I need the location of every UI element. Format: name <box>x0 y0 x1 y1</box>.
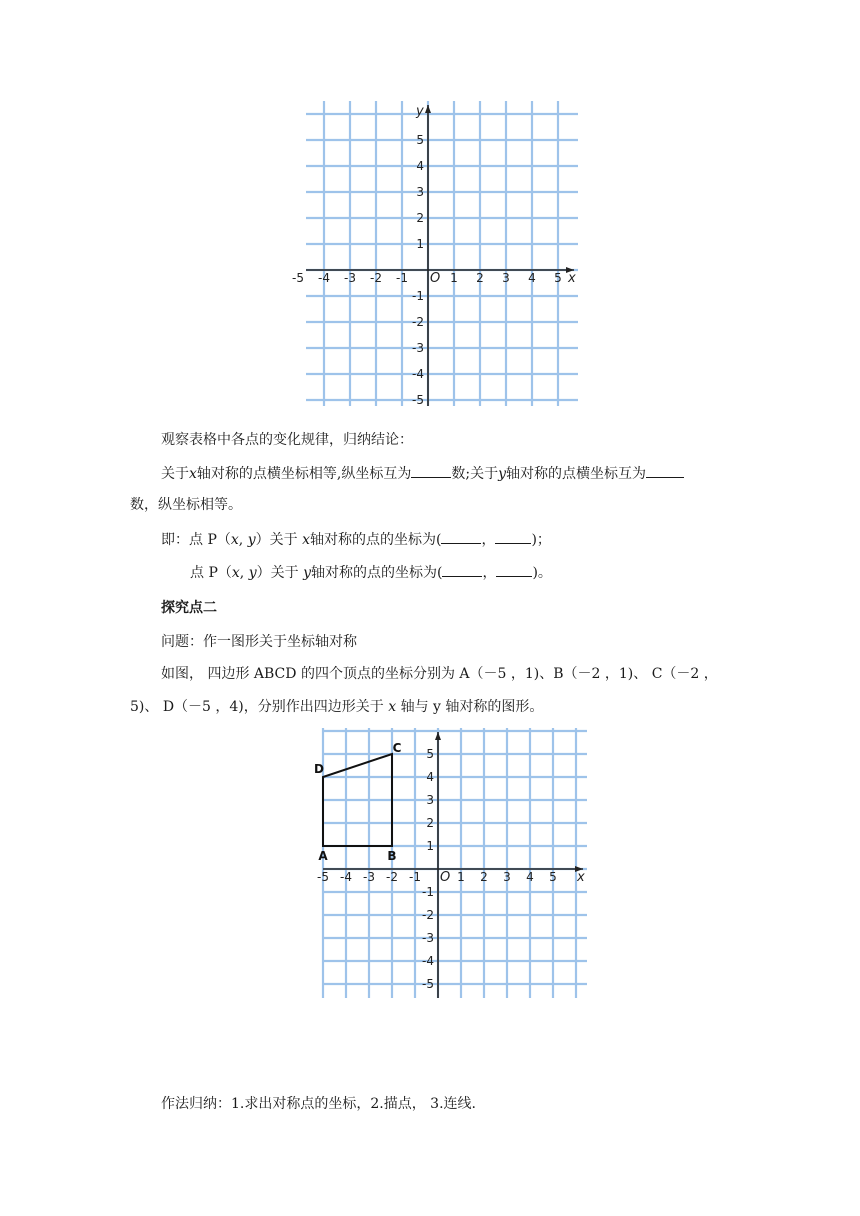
x-tick-label: 5 <box>554 271 562 285</box>
y-tick-label: 2 <box>416 211 424 225</box>
y-tick-label: 3 <box>426 793 434 807</box>
x-tick-label: -4 <box>340 870 352 884</box>
grid-2-svg <box>314 728 587 998</box>
x-tick-label: 1 <box>450 271 458 285</box>
namely-x-line: 即：点 P（x, y）关于 x轴对称的点的坐标为( ， )； <box>161 529 551 550</box>
y-tick-label: -4 <box>412 367 424 381</box>
y-tick-label: -1 <box>422 885 434 899</box>
y-tick-label: -5 <box>422 977 434 991</box>
y-tick-label: 3 <box>416 185 424 199</box>
answer-blank[interactable] <box>411 463 451 478</box>
grid-1-svg <box>292 101 578 407</box>
answer-blank[interactable] <box>646 463 684 478</box>
answer-blank[interactable] <box>441 529 481 544</box>
question-text: 问题：作一图形关于坐标轴对称 <box>161 634 357 650</box>
section-2-heading: 探究点二 <box>161 600 217 616</box>
y-tick-label: 4 <box>416 159 424 173</box>
x-tick-label: 4 <box>526 870 534 884</box>
x-tick-label: 3 <box>502 271 510 285</box>
description-line-2: 5)、 D（－5 ，4)，分别作出四边形关于 x 轴与 y 轴对称的图形。 <box>130 699 544 715</box>
x-axis-label: x <box>577 870 585 885</box>
answer-blank[interactable] <box>495 529 531 544</box>
y-tick-label: -3 <box>412 341 424 355</box>
x-tick-label: -1 <box>409 870 421 884</box>
vertex-label-b: B <box>387 849 397 863</box>
x-tick-label: -5 <box>317 870 329 884</box>
rule-line-1: 关于x轴对称的点横坐标相等,纵坐标互为 数;关于y轴对称的点横坐标互为 <box>161 463 684 484</box>
origin-label: O <box>430 271 441 286</box>
description-line-1: 如图， 四边形 ABCD 的四个顶点的坐标分别为 A（－5 ，1)、B（－2 ，1)、 C（－2 ， <box>161 666 718 682</box>
x-tick-label: 2 <box>480 870 488 884</box>
vertex-label-c: C <box>392 741 402 755</box>
namely-y-line: 点 P（x, y）关于 y轴对称的点的坐标为( ， )。 <box>190 562 552 583</box>
y-tick-label: -3 <box>422 931 434 945</box>
coordinate-grid-1 <box>292 101 578 407</box>
origin-label: O <box>440 870 451 885</box>
x-tick-label: -4 <box>318 271 330 285</box>
answer-blank[interactable] <box>442 562 482 577</box>
method-summary: 作法归纳：1.求出对称点的坐标，2.描点， 3.连线. <box>161 1096 476 1112</box>
y-tick-label: -4 <box>422 954 434 968</box>
observe-text: 观察表格中各点的变化规律，归纳结论： <box>161 432 413 448</box>
y-tick-label: 5 <box>426 747 434 761</box>
y-axis-arrow <box>425 105 431 113</box>
x-tick-label: -2 <box>386 870 398 884</box>
x-tick-label: 5 <box>549 870 557 884</box>
vertex-label-d: D <box>314 762 324 776</box>
y-axis-label: y <box>416 104 424 119</box>
x-tick-label: -3 <box>363 870 375 884</box>
y-tick-label: 1 <box>426 839 434 853</box>
y-tick-label: 4 <box>426 770 434 784</box>
y-axis-arrow <box>435 732 441 740</box>
rule-line-2: 数，纵坐标相等。 <box>130 497 242 513</box>
y-tick-label: 2 <box>426 816 434 830</box>
x-axis-label: x <box>568 271 576 286</box>
x-tick-label: -1 <box>396 271 408 285</box>
y-tick-label: -2 <box>412 315 424 329</box>
y-tick-label: 5 <box>416 133 424 147</box>
x-tick-label: -5 <box>292 271 304 285</box>
answer-blank[interactable] <box>496 562 532 577</box>
x-tick-label: 1 <box>457 870 465 884</box>
x-tick-label: -2 <box>370 271 382 285</box>
x-tick-label: 4 <box>528 271 536 285</box>
coordinate-grid-2 <box>314 728 587 998</box>
y-tick-label: -1 <box>412 289 424 303</box>
x-tick-label: 2 <box>476 271 484 285</box>
x-tick-label: -3 <box>344 271 356 285</box>
x-tick-label: 3 <box>503 870 511 884</box>
y-tick-label: 1 <box>416 237 424 251</box>
vertex-label-a: A <box>318 849 328 863</box>
y-tick-label: -2 <box>422 908 434 922</box>
y-tick-label: -5 <box>412 393 424 407</box>
